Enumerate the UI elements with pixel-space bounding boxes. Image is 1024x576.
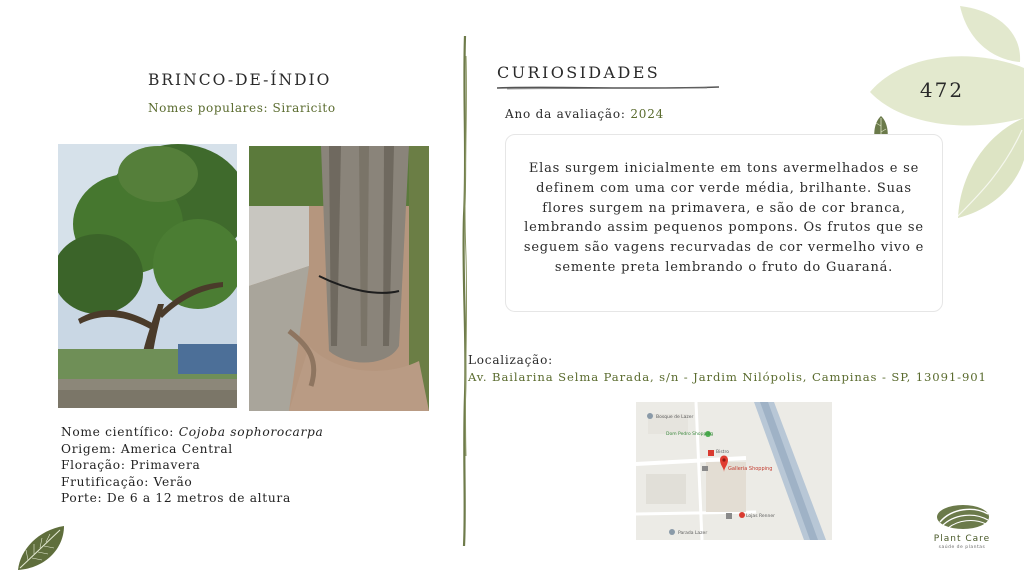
map-label-1: Bosque de Lazer (656, 415, 694, 420)
section-title: CURIOSIDADES (497, 63, 661, 82)
fact-origin: Origem: America Central (61, 441, 233, 456)
map-label-6: Parada Lazer (678, 531, 708, 536)
brand-tagline: saúde de plantas (938, 545, 986, 550)
location-map[interactable] (636, 402, 832, 540)
plant-care-logo (926, 502, 1000, 532)
species-title: BRINCO-DE-ÍNDIO (148, 71, 332, 89)
fact-flowering: Floração: Primavera (61, 458, 201, 473)
tree-number-badge: 472 (919, 78, 965, 102)
tree-photo-canopy (58, 144, 237, 408)
curiosities-card (505, 134, 943, 312)
evaluation-year-label: Ano da avaliação: (505, 107, 626, 121)
map-label-4: Galleria Shopping (728, 466, 773, 472)
curiosities-text: Elas surgem inicialmente em tons avermelhados e se definem com uma cor verde média, brilhante. Suas flores surgem na primavera, e são de cor branca, lembrando assim pequenos pompons. Os frutos que se seguem são vagens recurvadas de cor vermelho vivo e semente preta lembrando o fruto do Guaraná. (523, 161, 925, 275)
column-divider (458, 36, 472, 546)
brand-name: Plant Care (933, 534, 991, 544)
map-label-3: Bistro (716, 450, 729, 455)
map-label-5: Lojas Renner (746, 514, 775, 519)
location-address: Av. Bailarina Selma Parada, s/n - Jardim Nilópolis, Campinas - SP, 13091-901 (468, 370, 987, 384)
fact-size: Porte: De 6 a 12 metros de altura (61, 491, 291, 506)
fact-scientific-label: Nome científico: (61, 425, 175, 439)
location-label: Localização: (468, 353, 553, 367)
tree-photo-trunk (249, 146, 429, 411)
popular-names: Nomes populares: Siraricito (148, 101, 336, 115)
fact-scientific-value: Cojoba sophorocarpa (178, 425, 324, 439)
evaluation-year (505, 107, 664, 121)
title-underline (497, 84, 719, 92)
fact-scientific-name (61, 424, 323, 441)
map-label-2: Dom Pedro Shopping (666, 432, 714, 437)
leaf-icon (14, 522, 68, 572)
fact-fruiting: Frutificação: Verão (61, 474, 193, 489)
species-facts (61, 424, 323, 507)
evaluation-year-value: 2024 (630, 107, 665, 121)
